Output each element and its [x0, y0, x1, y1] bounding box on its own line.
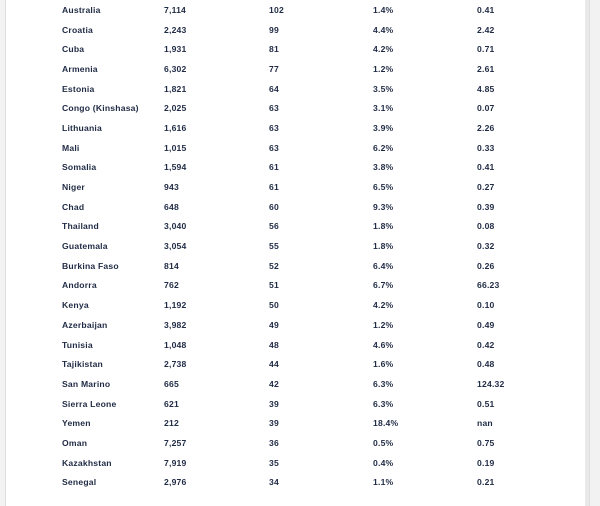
table-cell: 1.2% — [373, 63, 394, 74]
table-cell: 0.07 — [477, 103, 495, 114]
table-cell: 36 — [269, 437, 279, 448]
table-cell: 665 — [164, 378, 179, 389]
table-cell: 61 — [269, 182, 279, 193]
table-cell: 621 — [164, 398, 179, 409]
table-cell: 1.6% — [373, 359, 394, 370]
table-cell: 63 — [269, 103, 279, 114]
table-cell: 3,982 — [164, 319, 187, 330]
table-cell: 2,243 — [164, 24, 187, 35]
table-cell: 943 — [164, 182, 179, 193]
table-cell: Burkina Faso — [62, 260, 119, 271]
scrollbar[interactable] — [585, 0, 589, 506]
table-cell: 2.26 — [477, 122, 495, 133]
table-cell: 814 — [164, 260, 179, 271]
table-cell: 0.49 — [477, 319, 495, 330]
table-cell: 3.8% — [373, 162, 394, 173]
table-cell: Cuba — [62, 44, 85, 55]
table-row — [6, 118, 589, 138]
table-cell: 6.4% — [373, 260, 394, 271]
table-row — [6, 79, 589, 99]
table-cell: 50 — [269, 300, 279, 311]
table-cell: 52 — [269, 260, 279, 271]
table-cell: San Marino — [62, 378, 111, 389]
table-cell: 0.27 — [477, 182, 495, 193]
table-cell: 0.41 — [477, 4, 495, 15]
table-cell: 2.61 — [477, 63, 495, 74]
table-row — [6, 138, 589, 158]
table-cell: 64 — [269, 83, 279, 94]
table-row — [6, 217, 589, 237]
table-cell: 1.2% — [373, 319, 394, 330]
table-cell: 0.08 — [477, 221, 495, 232]
table-row — [6, 177, 589, 197]
table-cell: 0.5% — [373, 437, 394, 448]
table-body — [6, 0, 589, 492]
table-row — [6, 433, 589, 453]
table-cell: nan — [477, 418, 493, 429]
table-row — [6, 256, 589, 276]
table-cell: 39 — [269, 398, 279, 409]
table-cell: 63 — [269, 122, 279, 133]
table-row — [6, 295, 589, 315]
table-cell: 762 — [164, 280, 179, 291]
table-cell: 1,931 — [164, 44, 187, 55]
table-cell: 34 — [269, 477, 279, 488]
table-cell: Oman — [62, 437, 88, 448]
table-cell: 1.8% — [373, 221, 394, 232]
table-cell: 124.32 — [477, 378, 505, 389]
table-cell: Niger — [62, 182, 85, 193]
table-cell: Kenya — [62, 300, 89, 311]
table-cell: Lithuania — [62, 122, 102, 133]
table-cell: 4.2% — [373, 300, 394, 311]
table-cell: 3,054 — [164, 241, 187, 252]
data-table — [6, 0, 589, 492]
table-cell: 55 — [269, 241, 279, 252]
table-row — [6, 20, 589, 40]
table-cell: Guatemala — [62, 241, 108, 252]
table-row — [6, 158, 589, 178]
table-cell: 6.3% — [373, 378, 394, 389]
table-cell: Kazakhstan — [62, 457, 112, 468]
table-cell: Armenia — [62, 63, 98, 74]
table-cell: 0.33 — [477, 142, 495, 153]
table-cell: 9.3% — [373, 201, 394, 212]
table-cell: 99 — [269, 24, 279, 35]
table-cell: 35 — [269, 457, 279, 468]
table-row — [6, 0, 589, 20]
table-cell: 2,738 — [164, 359, 187, 370]
table-cell: 648 — [164, 201, 179, 212]
table-cell: 0.21 — [477, 477, 495, 488]
table-cell: Andorra — [62, 280, 97, 291]
table-cell: Congo (Kinshasa) — [62, 103, 139, 114]
table-cell: 0.41 — [477, 162, 495, 173]
table-row — [6, 59, 589, 79]
table-cell: 0.51 — [477, 398, 495, 409]
table-row — [6, 453, 589, 473]
table-cell: 61 — [269, 162, 279, 173]
table-cell: 6.7% — [373, 280, 394, 291]
table-cell: 0.39 — [477, 201, 495, 212]
table-cell: Thailand — [62, 221, 99, 232]
table-cell: 4.4% — [373, 24, 394, 35]
table-cell: 0.42 — [477, 339, 495, 350]
table-cell: Australia — [62, 4, 101, 15]
table-cell: 1,594 — [164, 162, 187, 173]
table-cell: Croatia — [62, 24, 94, 35]
table-cell: 2,025 — [164, 103, 187, 114]
table-row — [6, 473, 589, 493]
table-row — [6, 197, 589, 217]
table-row — [6, 315, 589, 335]
table-cell: 7,114 — [164, 4, 187, 15]
table-cell: 48 — [269, 339, 279, 350]
table-cell: 4.2% — [373, 44, 394, 55]
table-cell: 4.85 — [477, 83, 495, 94]
table-cell: 2.42 — [477, 24, 495, 35]
table-row — [6, 39, 589, 59]
table-cell: Chad — [62, 201, 85, 212]
table-cell: 1.1% — [373, 477, 394, 488]
table-cell: Sierra Leone — [62, 398, 117, 409]
table-cell: 44 — [269, 359, 279, 370]
table-cell: 7,919 — [164, 457, 187, 468]
table-cell: 1.4% — [373, 4, 394, 15]
table-cell: 6.5% — [373, 182, 394, 193]
table-cell: 60 — [269, 201, 279, 212]
table-cell: 1,821 — [164, 83, 187, 94]
table-cell: Somalia — [62, 162, 97, 173]
table-cell: 6,302 — [164, 63, 187, 74]
table-cell: 6.2% — [373, 142, 394, 153]
table-row — [6, 276, 589, 296]
table-cell: 0.10 — [477, 300, 495, 311]
table-cell: 7,257 — [164, 437, 187, 448]
table-cell: 1,015 — [164, 142, 187, 153]
page-frame — [5, 0, 590, 506]
table-cell: 6.3% — [373, 398, 394, 409]
table-cell: 102 — [269, 4, 284, 15]
table-cell: 81 — [269, 44, 279, 55]
table-cell: 77 — [269, 63, 279, 74]
table-cell: Azerbaijan — [62, 319, 108, 330]
table-cell: 0.75 — [477, 437, 495, 448]
table-cell: 2,976 — [164, 477, 187, 488]
table-cell: 0.26 — [477, 260, 495, 271]
table-row — [6, 413, 589, 433]
table-cell: Estonia — [62, 83, 95, 94]
table-cell: Yemen — [62, 418, 91, 429]
table-cell: 1,616 — [164, 122, 187, 133]
table-cell: 3,040 — [164, 221, 187, 232]
table-cell: 212 — [164, 418, 179, 429]
table-cell: 3.1% — [373, 103, 394, 114]
table-cell: 63 — [269, 142, 279, 153]
table-cell: 1.8% — [373, 241, 394, 252]
table-cell: 49 — [269, 319, 279, 330]
table-cell: 0.19 — [477, 457, 495, 468]
table-cell: 0.32 — [477, 241, 495, 252]
table-cell: Mali — [62, 142, 80, 153]
table-cell: 1,192 — [164, 300, 187, 311]
table-cell: 3.9% — [373, 122, 394, 133]
table-cell: 1,048 — [164, 339, 187, 350]
table-cell: 42 — [269, 378, 279, 389]
table-row — [6, 335, 589, 355]
table-cell: 0.48 — [477, 359, 495, 370]
table-row — [6, 394, 589, 414]
table-cell: Tajikistan — [62, 359, 104, 370]
table-row — [6, 98, 589, 118]
table-cell: 51 — [269, 280, 279, 291]
table-cell: 39 — [269, 418, 279, 429]
table-cell: Senegal — [62, 477, 97, 488]
table-cell: 0.71 — [477, 44, 495, 55]
table-cell: Tunisia — [62, 339, 93, 350]
table-cell: 56 — [269, 221, 279, 232]
table-row — [6, 374, 589, 394]
table-cell: 18.4% — [373, 418, 399, 429]
table-row — [6, 236, 589, 256]
table-cell: 4.6% — [373, 339, 394, 350]
table-row — [6, 354, 589, 374]
table-cell: 66.23 — [477, 280, 500, 291]
table-cell: 3.5% — [373, 83, 394, 94]
table-cell: 0.4% — [373, 457, 394, 468]
